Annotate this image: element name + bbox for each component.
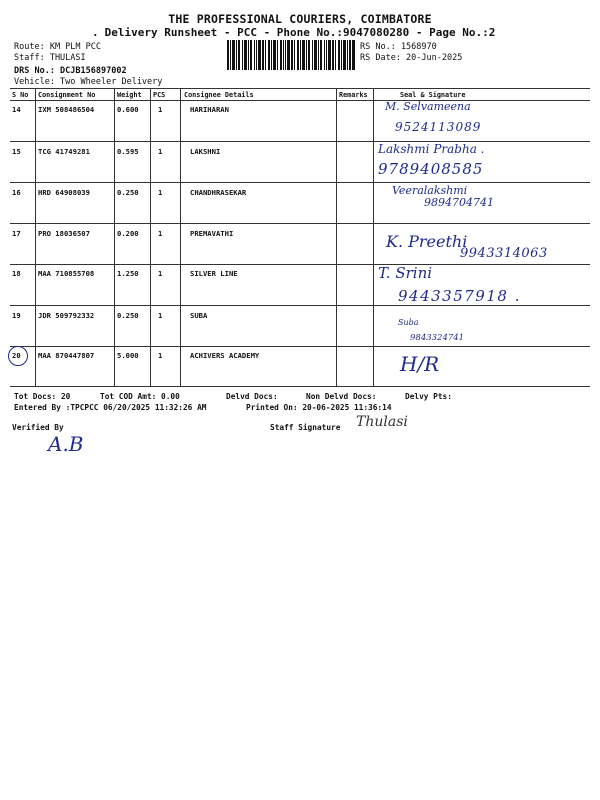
cell-consignee: SUBA [190,311,208,320]
cell-sno: 19 [12,311,21,320]
cell-weight: 0.200 [117,229,139,238]
delvy-pts: Delvy Pts: [405,392,452,401]
col-divider [180,88,181,386]
cell-consignee: HARIHARAN [190,105,229,114]
cell-consignment: HRD 64908039 [38,188,90,197]
stray-dot: . [92,26,99,39]
table-top-border [10,88,590,89]
cell-pcs: 1 [158,311,163,320]
th-weight: Weight [117,91,142,99]
signature-phone: 9443357918 . [398,287,521,305]
signature-name: Lakshmi Prabha . [378,142,485,156]
row-divider [10,305,590,306]
cell-consignment: IXM 508486504 [38,105,95,114]
drs-no: DRS No.: DCJB156897002 [14,66,127,76]
subtitle-text: Delivery Runsheet - PCC - Phone No.:9047080280 - Page No.:2 [104,26,496,39]
vehicle: Vehicle: Two Wheeler Delivery [14,77,163,87]
printed-on: Printed On: 20-06-2025 11:36:14 [246,403,392,412]
tot-docs: Tot Docs: 20 [14,392,71,401]
verified-by-label: Verified By [12,423,64,432]
signature-phone: 9943314063 [460,246,548,261]
cell-consignee: LAKSHNI [190,147,221,156]
cell-consignee: SILVER LINE [190,269,238,278]
cell-pcs: 1 [158,188,163,197]
signature-name: Veeralakshmi [392,184,468,197]
cell-consignee: CHANDHRASEKAR [190,188,247,197]
cell-consignment: JDR 509792332 [38,311,95,320]
cell-weight: 5.000 [117,351,139,360]
cell-weight: 0.595 [117,147,139,156]
signature-phone: 9524113089 [395,120,482,134]
cell-consignee: PREMAVATHI [190,229,234,238]
signature-name: Suba [398,318,419,327]
table-header-border [10,100,590,101]
th-sno: S No [12,91,29,99]
col-divider [336,88,337,386]
staff-signature-label: Staff Signature [270,423,341,432]
verifier-signature: A.B [48,432,84,456]
cell-consignment: MAA 710855708 [38,269,95,278]
cell-consignment: PRO 18036507 [38,229,90,238]
row-divider [10,346,590,347]
signature-name: K. Preethi [386,232,468,251]
cell-sno: 16 [12,188,21,197]
cell-pcs: 1 [158,269,163,278]
signature-name: M. Selvameena [385,100,471,113]
cell-weight: 0.250 [117,188,139,197]
col-divider [35,88,36,386]
rs-no: RS No.: 1568970 [360,42,437,52]
row-divider [10,264,590,265]
signature-name: H/R [400,352,440,376]
th-remarks: Remarks [339,91,368,99]
cell-consignee: ACHIVERS ACADEMY [190,351,260,360]
cell-weight: 1.250 [117,269,139,278]
cell-sno: 18 [12,269,21,278]
cell-consignment: TCG 41749281 [38,147,90,156]
col-divider [150,88,151,386]
cell-pcs: 1 [158,229,163,238]
table-bottom-border [10,386,590,387]
cell-consignment: MAA 870447807 [38,351,95,360]
cell-pcs: 1 [158,105,163,114]
non-delvd-docs: Non Delvd Docs: [306,392,377,401]
cell-sno: 20 [12,351,21,360]
signature-phone: 9894704741 [424,196,494,209]
cell-sno: 17 [12,229,21,238]
signature-name: T. Srini [378,264,433,282]
info-left [14,42,162,88]
cell-weight: 0.600 [117,105,139,114]
tot-cod-amt: Tot COD Amt: 0.00 [100,392,180,401]
th-consignment: Consignment No [38,91,96,99]
cell-pcs: 1 [158,351,163,360]
barcode [227,40,355,70]
row-divider [10,182,590,183]
cell-sno: 14 [12,105,21,114]
entered-by: Entered By :TPCPCC 06/20/2025 11:32:26 AM [14,403,207,412]
delvd-docs: Delvd Docs: [226,392,278,401]
staff-signature: Thulasi [356,414,408,430]
company-title: THE PROFESSIONAL COURIERS, COIMBATORE [168,12,432,26]
col-divider [114,88,115,386]
th-signature: Seal & Signature [400,91,466,99]
staff: Staff: THULASI [14,53,86,63]
cell-weight: 0.250 [117,311,139,320]
signature-phone: 9843324741 [410,333,465,343]
route: Route: KM PLM PCC [14,42,101,52]
row-divider [10,223,590,224]
cell-pcs: 1 [158,147,163,156]
th-pcs: PCS [153,91,166,99]
col-divider [373,88,374,386]
rs-date: RS Date: 20-Jun-2025 [360,53,463,63]
th-consignee: Consignee Details [184,91,254,99]
cell-sno: 15 [12,147,21,156]
runsheet-subtitle [0,26,600,39]
row-divider [10,141,590,142]
info-right [360,42,462,64]
signature-phone: 9789408585 [378,160,484,178]
